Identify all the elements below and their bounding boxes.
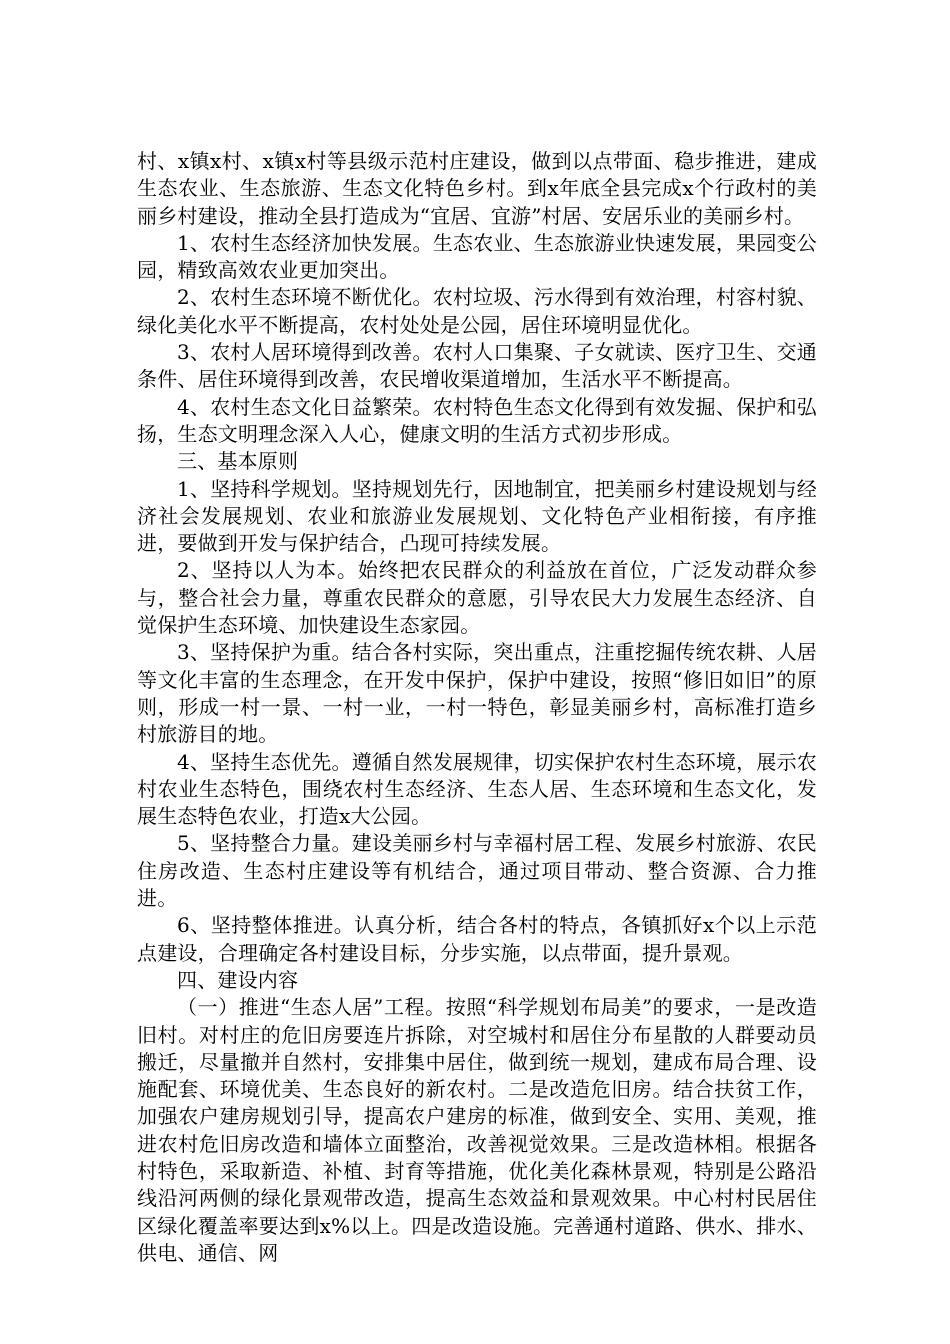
document-page — [137, 148, 817, 1267]
section-heading: 四、建设内容 — [177, 967, 299, 992]
paragraph: 4、农村生态文化日益繁荣。农村特色生态文化得到有效发掘、保护和弘扬，生态文明理念深入人心，健康文明的生活方式初步形成。 — [137, 394, 817, 446]
paragraph: 2、坚持以人为本。始终把农民群众的利益放在首位，广泛发动群众参与，整合社会力量，尊重农民群众的意愿，引导农民大力发展生态经济、自觉保护生态环境、加快建设生态家园。 — [137, 558, 817, 638]
paragraph: 6、坚持整体推进。认真分析，结合各村的特点，各镇抓好x个以上示范点建设，合理确定各村建设目标，分步实施，以点带面，提升景观。 — [137, 913, 817, 965]
paragraph: 1、农村生态经济加快发展。生态农业、生态旅游业快速发展，果园变公园，精致高效农业更加突出。 — [137, 230, 817, 283]
paragraph: 2、农村生态环境不断优化。农村垃圾、污水得到有效治理，村容村貌、绿化美化水平不断提高，农村处处是公园，居住环境明显优化。 — [137, 285, 817, 337]
paragraph: 4、坚持生态优先。遵循自然发展规律，切实保护农村生态环境，展示农村农业生态特色，围绕农村生态经济、生态人居、生态环境和生态文化，发展生态特色农业，打造x大公园。 — [137, 749, 817, 829]
paragraph: （一）推进“生态人居”工程。按照“科学规划布局美”的要求，一是改造旧村。对村庄的危旧房要连片拆除，对空城村和居住分布星散的人群要动员搬迁，尽量撤并自然村，安排集中居住，做到统一规划，建成布局合理、设施配套、环境优美、生态良好的新农村。二是改造危旧房。结合扶贫工作，加强农户建房规划引导，提高农户建房的标准，做到安全、实用、美观，推进农村危旧房改造和墙体立面整治，改善视觉效果。三是改造林相。根据各村特色，采取新造、补植、封育等措施，优化美化森林景观，特别是公路沿线沿河两侧的绿化景观带改造，提高生态效益和景观效果。中心村村民居住区绿化覆盖率要达到x%以上。四是改造设施。完善通村道路、供水、排水、供电、通信、网 — [137, 995, 817, 1265]
paragraph: 1、坚持科学规划。坚持规划先行，因地制宜，把美丽乡村建设规划与经济社会发展规划、农业和旅游业发展规划、文化特色产业相衔接，有序推进，要做到开发与保护结合，凸现可持续发展。 — [137, 476, 817, 556]
paragraph: 3、农村人居环境得到改善。农村人口集聚、子女就读、医疗卫生、交通条件、居住环境得到改善，农民增收渠道增加，生活水平不断提高。 — [137, 340, 817, 392]
section-heading: 三、基本原则 — [177, 449, 299, 474]
paragraph: 5、坚持整合力量。建设美丽乡村与幸福村居工程、发展乡村旅游、农民住房改造、生态村庄建设等有机结合，通过项目带动、整合资源、合力推进。 — [137, 831, 817, 911]
paragraph: 3、坚持保护为重。结合各村实际，突出重点，注重挖掘传统农耕、人居等文化丰富的生态理念，在开发中保护，保护中建设，按照“修旧如旧”的原则，形成一村一景、一村一业，一村一特色，彰显美丽乡村，高标准打造乡村旅游目的地。 — [137, 640, 817, 747]
paragraph: 村、x镇x村、x镇x村等县级示范村庄建设，做到以点带面、稳步推进，建成生态农业、生态旅游、生态文化特色乡村。到x年底全县完成x个行政村的美丽乡村建设，推动全县打造成为“宜居、宜游”村居、安居乐业的美丽乡村。 — [137, 149, 817, 228]
